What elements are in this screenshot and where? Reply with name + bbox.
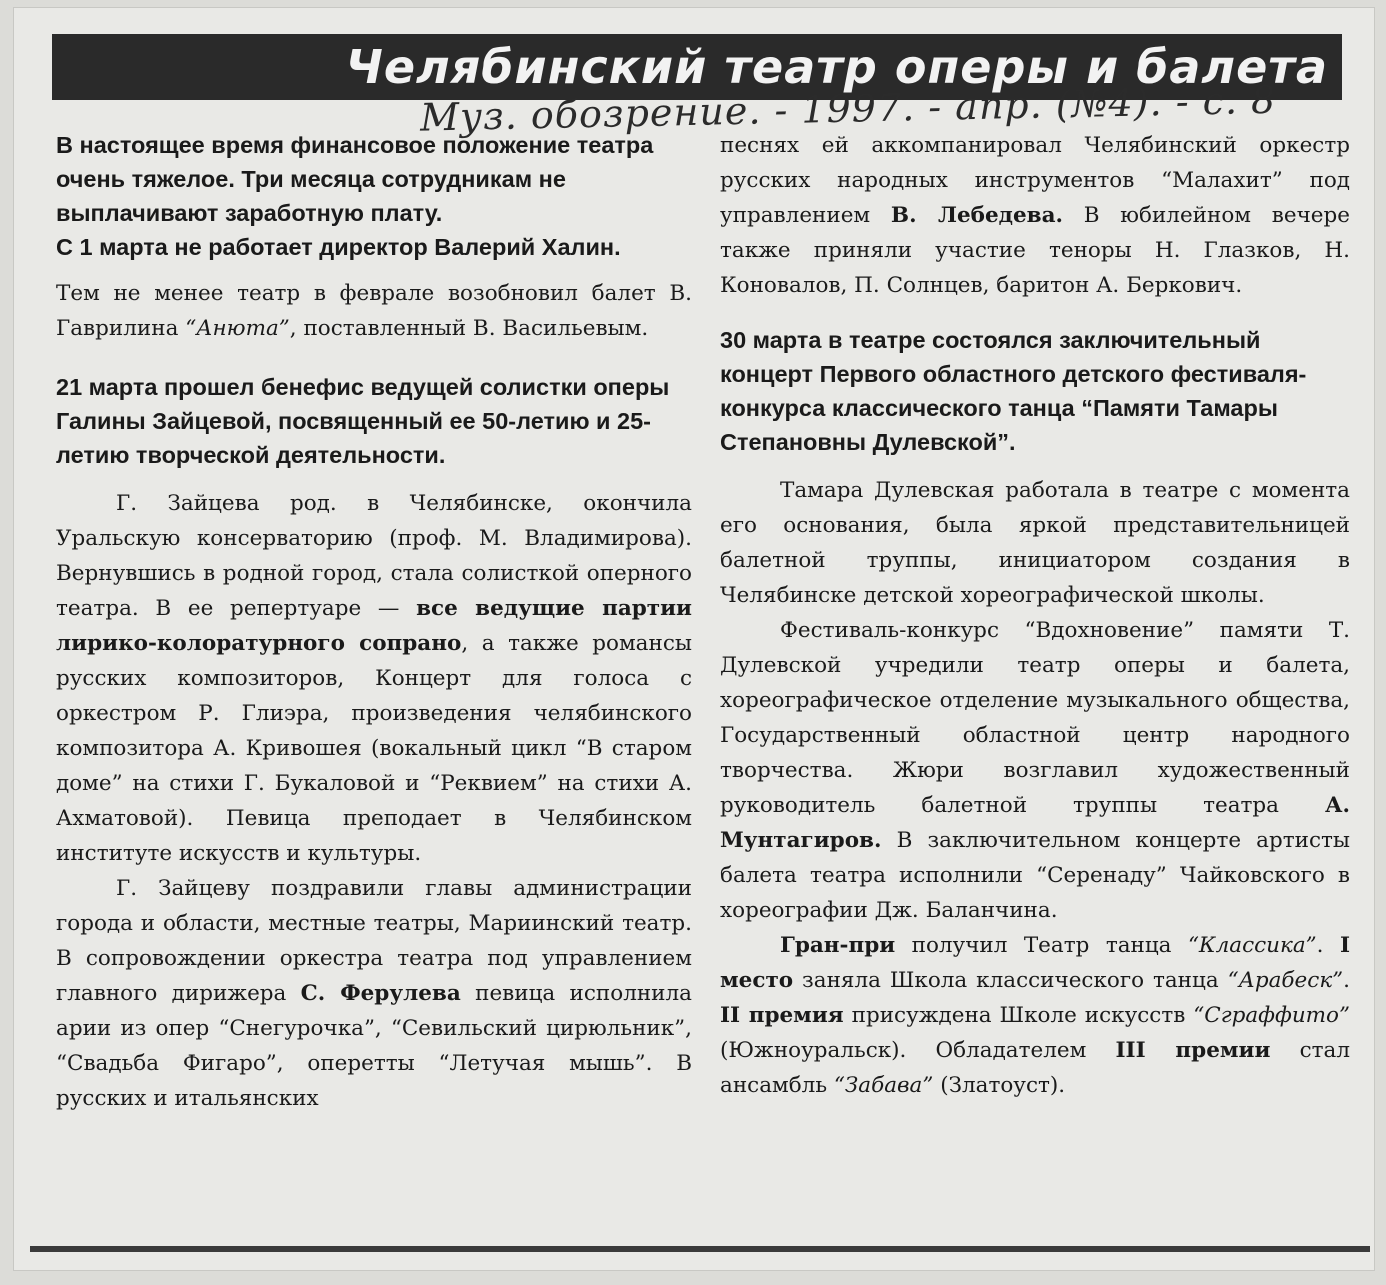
paragraph-anyuta: Тем не менее театр в феврале возобновил балет В. Гаврилина “Анюта”, поставленный В. Васильевым. (56, 281, 692, 341)
paragraph-dulevskaya: Тамара Дулевская работала в театре с момента его основания, была яркой представительницей балетной труппы, инициатором создания в Челябинске детской хореографической школы. (720, 478, 1350, 608)
paragraph-accompaniment: песнях ей аккомпанировал Челябинский оркестр русских народных инструментов “Малахит” под управлением В. Лебедева. В юбилейном вечере также приняли участие теноры Н. Глазков, Н. Коновалов, П. Солнцев, баритон А. Беркович. (720, 133, 1350, 298)
lead-financial: В настоящее время финансовое положение театра очень тяжелое. Три месяца сотрудникам не выплачивают заработную плату. (56, 132, 654, 226)
left-column (56, 128, 692, 1116)
paragraph-congratulations: Г. Зайцеву поздравили главы администрации города и области, местные театры, Мариинский театр. В сопровождении оркестра театра под управлением главного дирижера С. Ферулева певица исполнила арии из опер “Снегурочка”, “Севильский цирюльник”, “Свадьба Фигаро”, оперетты “Летучая мышь”. В русских и итальянских (56, 876, 692, 1111)
paragraph-festival: Фестиваль-конкурс “Вдохновение” памяти Т. Дулевской учредили театр оперы и балета, хореографическое отделение музыкального общества, Государственный областной центр народного творчества. Жюри возглавил художественный руководитель балетной труппы театра А. Мунтагиров. В заключительном концерте артисты балета театра исполнили “Серенаду” Чайковского в хореографии Дж. Баланчина. (720, 618, 1350, 923)
page-title: Челябинский театр оперы и балета (345, 40, 1328, 94)
paragraph-prizes: Гран-при получил Театр танца “Классика”. I место заняла Школа классического танца “Арабеск”. II премия присуждена Школе искусств “Сграффито” (Южноуральск). Обладателем III премии стал ансамбль “Забава” (Златоуст). (720, 933, 1350, 1098)
lead-final-concert: 30 марта в театре состоялся заключительный концерт Первого областного детского фестиваля-конкурса классического танца “Памяти Тамары Степановны Дулевской”. (720, 327, 1307, 455)
lead-benefit: 21 марта прошел бенефис ведущей солистки оперы Галины Зайцевой, посвященный ее 50-летию и 25-летию творческой деятельности. (56, 374, 670, 468)
lead-director: С 1 марта не работает директор Валерий Халин. (56, 234, 621, 260)
handwritten-citation: Муз. обозрение. - 1997. - апр. (№4). - с. 8 (419, 77, 1277, 140)
right-column (720, 128, 1350, 1103)
bottom-divider (30, 1246, 1370, 1252)
paragraph-zaitseva-bio: Г. Зайцева род. в Челябинске, окончила Уральскую консерваторию (проф. М. Владимирова). Вернувшись в родной город, стала солисткой оперного театра. В ее репертуаре — все ведущие партии лирико-колоратурного сопрано, а также романсы русских композиторов, Концерт для голоса с оркестром Р. Глиэра, произведения челябинского композитора А. Кривошея (вокальный цикл “В старом доме” на стихи Г. Букаловой и “Реквием” на стихи А. Ахматовой). Певица преподает в Челябинском институте искусств и культуры. (56, 491, 692, 866)
